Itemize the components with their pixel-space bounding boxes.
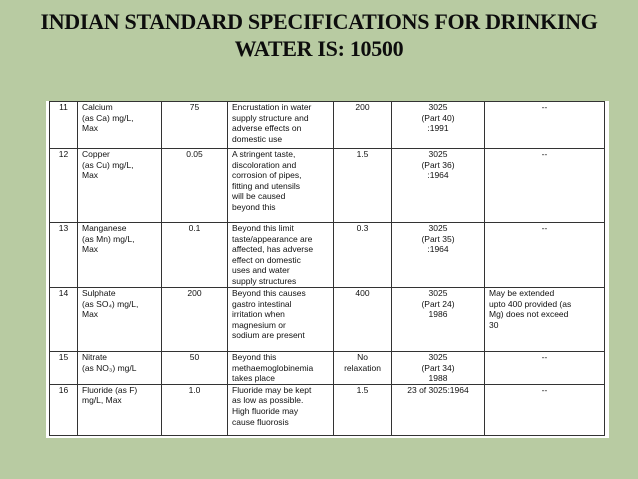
cell-parameter: Nitrate (as NO₃) mg/L <box>78 352 162 385</box>
cell-serial: 12 <box>50 149 78 223</box>
table-row <box>50 102 605 149</box>
cell-serial: 16 <box>50 384 78 435</box>
cell-permissible-limit: 400 <box>334 288 392 352</box>
cell-desirable-limit: 75 <box>162 102 228 149</box>
cell-remarks: -- <box>485 102 605 149</box>
cell-permissible-limit: 0.3 <box>334 223 392 288</box>
cell-remarks: -- <box>485 223 605 288</box>
slide-title-line2: WATER IS: 10500 <box>234 36 404 61</box>
cell-remarks: -- <box>485 149 605 223</box>
cell-effect: Beyond this methaemoglobinemia takes place <box>228 352 334 385</box>
cell-desirable-limit: 50 <box>162 352 228 385</box>
cell-parameter: Sulphate (as SO₄) mg/L, Max <box>78 288 162 352</box>
cell-parameter: Calcium (as Ca) mg/L, Max <box>78 102 162 149</box>
cell-test-method: 23 of 3025:1964 <box>392 384 485 435</box>
cell-test-method: 3025 (Part 34) 1988 <box>392 352 485 385</box>
table-row <box>50 352 605 385</box>
cell-test-method: 3025 (Part 40) :1991 <box>392 102 485 149</box>
cell-parameter: Fluoride (as F) mg/L, Max <box>78 384 162 435</box>
cell-permissible-limit: 200 <box>334 102 392 149</box>
cell-serial: 14 <box>50 288 78 352</box>
table-row <box>50 223 605 288</box>
cell-parameter: Manganese (as Mn) mg/L, Max <box>78 223 162 288</box>
cell-effect: Beyond this limit taste/appearance are affected, has adverse effect on domestic uses and water supply structures <box>228 223 334 288</box>
cell-effect: Encrustation in water supply structure and adverse effects on domestic use <box>228 102 334 149</box>
cell-effect: A stringent taste, discoloration and corrosion of pipes, fitting and utensils will be caused beyond this <box>228 149 334 223</box>
cell-permissible-limit: No relaxation <box>334 352 392 385</box>
cell-desirable-limit: 1.0 <box>162 384 228 435</box>
cell-serial: 11 <box>50 102 78 149</box>
slide-title-line1: INDIAN STANDARD SPECIFICATIONS FOR DRINKING <box>40 9 598 34</box>
cell-serial: 15 <box>50 352 78 385</box>
table-row <box>50 384 605 435</box>
cell-effect: Beyond this causes gastro intestinal irritation when magnesium or sodium are present <box>228 288 334 352</box>
cell-test-method: 3025 (Part 36) :1964 <box>392 149 485 223</box>
cell-parameter: Copper (as Cu) mg/L, Max <box>78 149 162 223</box>
cell-serial: 13 <box>50 223 78 288</box>
cell-desirable-limit: 200 <box>162 288 228 352</box>
specification-table <box>49 101 605 436</box>
table-row <box>50 149 605 223</box>
cell-effect: Fluoride may be kept as low as possible. High fluoride may cause fluorosis <box>228 384 334 435</box>
slide-title <box>0 8 638 62</box>
cell-remarks: May be extended upto 400 provided (as Mg) does not exceed 30 <box>485 288 605 352</box>
cell-test-method: 3025 (Part 35) :1964 <box>392 223 485 288</box>
specification-table-image <box>46 101 609 438</box>
cell-remarks: -- <box>485 352 605 385</box>
cell-permissible-limit: 1.5 <box>334 149 392 223</box>
cell-permissible-limit: 1.5 <box>334 384 392 435</box>
cell-desirable-limit: 0.05 <box>162 149 228 223</box>
cell-test-method: 3025 (Part 24) 1986 <box>392 288 485 352</box>
cell-remarks: -- <box>485 384 605 435</box>
table-row <box>50 288 605 352</box>
cell-desirable-limit: 0.1 <box>162 223 228 288</box>
